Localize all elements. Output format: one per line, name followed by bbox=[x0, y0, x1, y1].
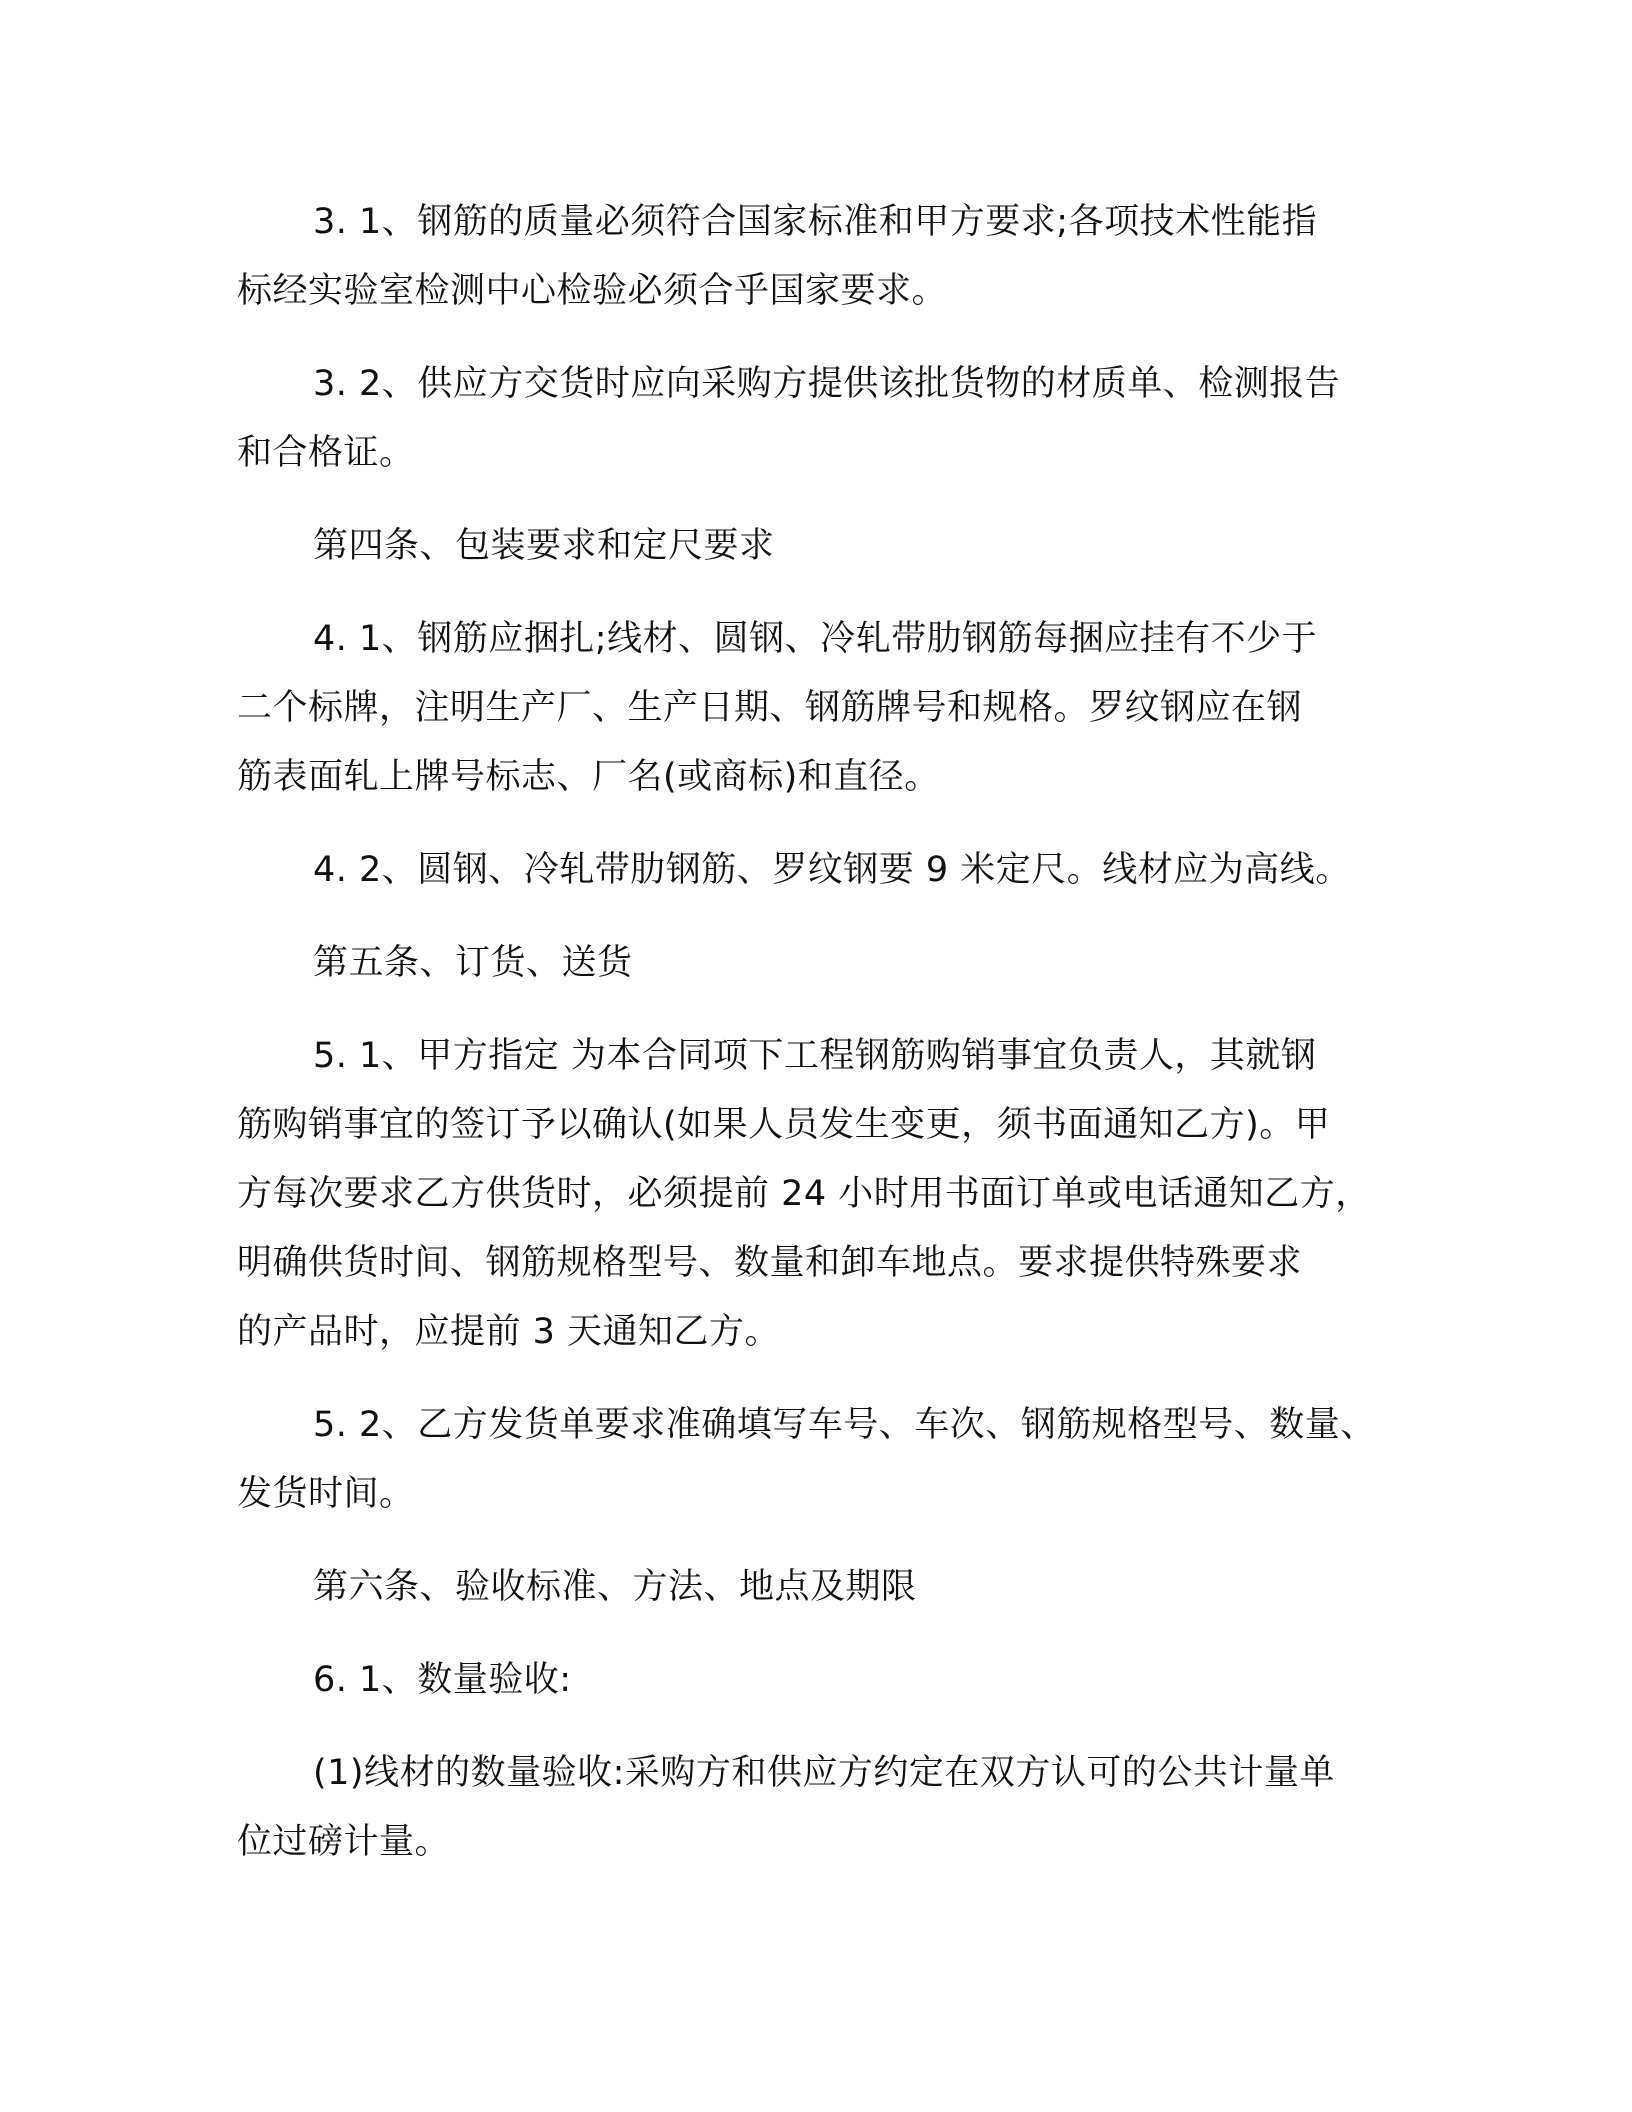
paragraph-6-1 bbox=[237, 1646, 1407, 1715]
section-heading-article-5 bbox=[237, 929, 1407, 998]
text-line: 标经实验室检测中心检验必须合乎国家要求。 bbox=[237, 271, 948, 311]
text-line: 的产品时，应提前 3 天通知乙方。 bbox=[237, 1312, 781, 1352]
text-line: 4. 2、圆钢、冷轧带肋钢筋、罗纹钢要 9 米定尺。线材应为高线。 bbox=[313, 850, 1351, 890]
paragraph-5-2 bbox=[237, 1391, 1407, 1529]
text-line: 6. 1、数量验收: bbox=[313, 1660, 572, 1700]
document-body bbox=[237, 188, 1407, 1901]
text-line: 明确供货时间、钢筋规格型号、数量和卸车地点。要求提供特殊要求 bbox=[237, 1243, 1303, 1283]
text-line: 第六条、验收标准、方法、地点及期限 bbox=[313, 1567, 917, 1607]
text-line: 3. 2、供应方交货时应向采购方提供该批货物的材质单、检测报告 bbox=[313, 364, 1341, 404]
paragraph-4-2 bbox=[237, 836, 1407, 905]
text-line: 5. 2、乙方发货单要求准确填写车号、车次、钢筋规格型号、数量、 bbox=[313, 1405, 1376, 1445]
text-line: 二个标牌，注明生产厂、生产日期、钢筋牌号和规格。罗纹钢应在钢 bbox=[237, 688, 1303, 728]
text-line: (1)线材的数量验收:采购方和供应方约定在双方认可的公共计量单 bbox=[313, 1753, 1335, 1793]
text-line: 5. 1、甲方指定 为本合同项下工程钢筋购销事宜负责人，其就钢 bbox=[313, 1036, 1317, 1076]
paragraph-3-2 bbox=[237, 350, 1407, 488]
section-heading-article-6 bbox=[237, 1553, 1407, 1622]
text-line: 筋表面轧上牌号标志、厂名(或商标)和直径。 bbox=[237, 757, 940, 797]
text-line: 和合格证。 bbox=[237, 433, 415, 473]
text-line: 4. 1、钢筋应捆扎;线材、圆钢、冷轧带肋钢筋每捆应挂有不少于 bbox=[313, 619, 1318, 659]
text-line: 第五条、订货、送货 bbox=[313, 943, 633, 983]
paragraph-6-1-item-1 bbox=[237, 1739, 1407, 1877]
paragraph-4-1 bbox=[237, 605, 1407, 812]
text-line: 筋购销事宜的签订予以确认(如果人员发生变更，须书面通知乙方)。甲 bbox=[237, 1105, 1331, 1145]
text-line: 位过磅计量。 bbox=[237, 1822, 451, 1862]
paragraph-3-1 bbox=[237, 188, 1407, 326]
text-line: 第四条、包装要求和定尺要求 bbox=[313, 526, 775, 566]
text-line: 方每次要求乙方供货时，必须提前 24 小时用书面订单或电话通知乙方， bbox=[237, 1174, 1371, 1214]
text-line: 3. 1、钢筋的质量必须符合国家标准和甲方要求;各项技术性能指 bbox=[313, 202, 1318, 242]
paragraph-5-1 bbox=[237, 1022, 1407, 1367]
text-line: 发货时间。 bbox=[237, 1474, 415, 1514]
section-heading-article-4 bbox=[237, 512, 1407, 581]
